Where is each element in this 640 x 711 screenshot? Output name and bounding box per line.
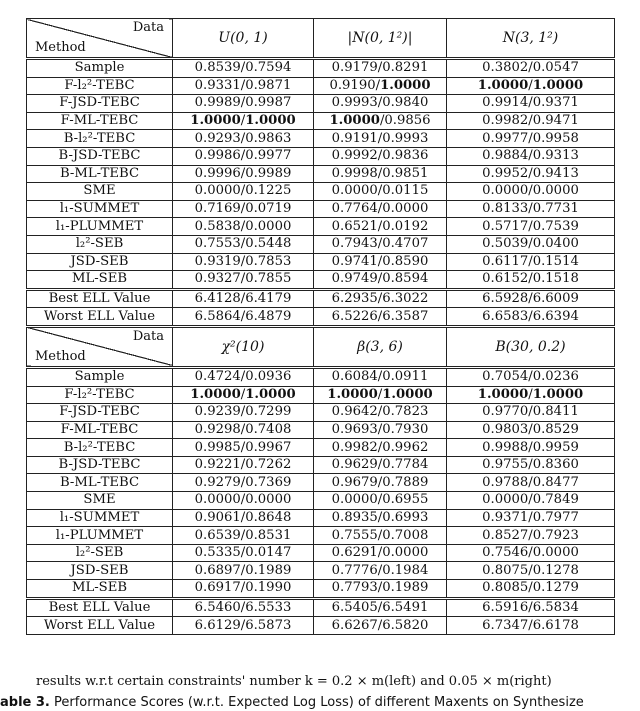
table-row — [27, 527, 615, 545]
method-cell: Sample — [27, 59, 173, 78]
score-cell: 0.7546/0.0000 — [447, 544, 615, 562]
score-cell: 0.9319/0.7853 — [173, 253, 314, 271]
table-row — [27, 147, 615, 165]
table-caption — [0, 695, 584, 710]
method-cell: ML-SEB — [27, 271, 173, 290]
score-cell: 6.5864/6.4879 — [173, 308, 314, 327]
table-row — [27, 271, 615, 290]
table-row — [27, 421, 615, 439]
score-cell: 0.6539/0.8531 — [173, 527, 314, 545]
method-cell: F-ML-TEBC — [27, 112, 173, 130]
score-cell: 0.7776/0.1984 — [314, 562, 447, 580]
score-cell: 6.5928/6.6009 — [447, 289, 615, 308]
score-cell: 0.9952/0.9413 — [447, 165, 615, 183]
method-cell: ML-SEB — [27, 580, 173, 599]
method-cell: Worst ELL Value — [27, 617, 173, 635]
score-cell: 0.4724/0.0936 — [173, 367, 314, 386]
table-row — [27, 404, 615, 422]
table-row — [27, 617, 615, 635]
score-cell: 0.9629/0.7784 — [314, 456, 447, 474]
score-cell: 0.5335/0.0147 — [173, 544, 314, 562]
table-row — [27, 130, 615, 148]
score-cell: 0.9996/0.9989 — [173, 165, 314, 183]
score-cell: 0.5717/0.7539 — [447, 218, 615, 236]
score-cell: 6.6267/6.5820 — [314, 617, 447, 635]
table-row — [27, 183, 615, 201]
score-cell: 1.0000/1.0000 — [173, 386, 314, 404]
score-cell: 0.8935/0.6993 — [314, 509, 447, 527]
method-cell: Best ELL Value — [27, 598, 173, 617]
score-cell: 0.6917/0.1990 — [173, 580, 314, 599]
score-cell: 0.9986/0.9977 — [173, 147, 314, 165]
score-cell: 0.9371/0.7977 — [447, 509, 615, 527]
score-cell: 0.9679/0.7889 — [314, 474, 447, 492]
method-cell: B-l₂²-TEBC — [27, 130, 173, 148]
score-cell: 0.9914/0.9371 — [447, 95, 615, 113]
method-cell: l₁-SUMMET — [27, 200, 173, 218]
score-cell: 0.9788/0.8477 — [447, 474, 615, 492]
score-cell: 0.0000/0.1225 — [173, 183, 314, 201]
score-cell: 1.0000/0.9856 — [314, 112, 447, 130]
score-cell: 0.8075/0.1278 — [447, 562, 615, 580]
score-cell: 0.9179/0.8291 — [314, 59, 447, 78]
corner-method-label: Method — [35, 40, 86, 55]
score-cell: 0.9642/0.7823 — [314, 404, 447, 422]
column-header: χ²(10) — [173, 326, 314, 367]
score-cell: 0.6152/0.1518 — [447, 271, 615, 290]
method-cell: B-ML-TEBC — [27, 474, 173, 492]
score-cell: 6.6129/6.5873 — [173, 617, 314, 635]
score-cell: 0.9221/0.7262 — [173, 456, 314, 474]
method-cell: F-l₂²-TEBC — [27, 386, 173, 404]
method-cell: SME — [27, 492, 173, 510]
table-row — [27, 598, 615, 617]
score-cell: 0.9982/0.9471 — [447, 112, 615, 130]
table-row — [27, 544, 615, 562]
score-cell: 0.7943/0.4707 — [314, 235, 447, 253]
score-cell: 0.9741/0.8590 — [314, 253, 447, 271]
table-row — [27, 580, 615, 599]
table-row — [27, 439, 615, 457]
table-row — [27, 289, 615, 308]
corner-cell — [27, 19, 173, 59]
score-cell: 0.0000/0.0115 — [314, 183, 447, 201]
method-cell: Sample — [27, 367, 173, 386]
table-row — [27, 200, 615, 218]
method-cell: l₂²-SEB — [27, 544, 173, 562]
table-row — [27, 474, 615, 492]
method-cell: l₂²-SEB — [27, 235, 173, 253]
caption-label: able 3. — [0, 695, 50, 710]
score-cell: 0.9998/0.9851 — [314, 165, 447, 183]
corner-data-label: Data — [132, 328, 164, 344]
score-cell: 0.6897/0.1989 — [173, 562, 314, 580]
method-cell: JSD-SEB — [27, 562, 173, 580]
results-table — [26, 18, 615, 635]
score-cell: 0.6117/0.1514 — [447, 253, 615, 271]
score-cell: 0.9061/0.8648 — [173, 509, 314, 527]
score-cell: 0.8527/0.7923 — [447, 527, 615, 545]
score-cell: 6.5405/6.5491 — [314, 598, 447, 617]
method-cell: SME — [27, 183, 173, 201]
corner-data-label: Data — [132, 20, 164, 35]
method-cell: JSD-SEB — [27, 253, 173, 271]
score-cell: 0.9298/0.7408 — [173, 421, 314, 439]
score-cell: 0.3802/0.0547 — [447, 59, 615, 78]
score-cell: 0.7555/0.7008 — [314, 527, 447, 545]
table-row — [27, 253, 615, 271]
table-row — [27, 235, 615, 253]
table-row — [27, 367, 615, 386]
score-cell: 6.2935/6.3022 — [314, 289, 447, 308]
score-cell: 0.9992/0.9836 — [314, 147, 447, 165]
table-row — [27, 165, 615, 183]
column-header: B(30, 0.2) — [447, 326, 615, 367]
score-cell: 6.4128/6.4179 — [173, 289, 314, 308]
caption-text: Performance Scores (w.r.t. Expected Log Loss) of different Maxents on Synthesize — [54, 695, 584, 710]
header-row — [27, 19, 615, 59]
score-cell: 6.7347/6.6178 — [447, 617, 615, 635]
score-cell: 0.7553/0.5448 — [173, 235, 314, 253]
score-cell: 0.8539/0.7594 — [173, 59, 314, 78]
score-cell: 0.9191/0.9993 — [314, 130, 447, 148]
score-cell: 0.5838/0.0000 — [173, 218, 314, 236]
score-cell: 1.0000/1.0000 — [447, 386, 615, 404]
score-cell: 0.9693/0.7930 — [314, 421, 447, 439]
score-cell: 0.0000/0.6955 — [314, 492, 447, 510]
score-cell: 0.9982/0.9962 — [314, 439, 447, 457]
score-cell: 0.7793/0.1989 — [314, 580, 447, 599]
column-header: N(3, 1²) — [447, 19, 615, 59]
score-cell: 0.9985/0.9967 — [173, 439, 314, 457]
score-cell: 0.9755/0.8360 — [447, 456, 615, 474]
method-cell: l₁-SUMMET — [27, 509, 173, 527]
score-cell: 0.0000/0.0000 — [173, 492, 314, 510]
method-cell: B-JSD-TEBC — [27, 456, 173, 474]
score-cell: 0.5039/0.0400 — [447, 235, 615, 253]
method-cell: B-ML-TEBC — [27, 165, 173, 183]
score-cell: 0.9977/0.9958 — [447, 130, 615, 148]
header-row — [27, 326, 615, 367]
score-cell: 6.5226/6.3587 — [314, 308, 447, 327]
table-row — [27, 456, 615, 474]
table-row — [27, 562, 615, 580]
method-cell: B-l₂²-TEBC — [27, 439, 173, 457]
table-row — [27, 386, 615, 404]
score-cell: 0.9190/1.0000 — [314, 77, 447, 95]
table-row — [27, 95, 615, 113]
score-cell: 0.9749/0.8594 — [314, 271, 447, 290]
score-cell: 0.9239/0.7299 — [173, 404, 314, 422]
score-cell: 1.0000/1.0000 — [173, 112, 314, 130]
method-cell: B-JSD-TEBC — [27, 147, 173, 165]
method-cell: F-JSD-TEBC — [27, 404, 173, 422]
method-cell: Best ELL Value — [27, 289, 173, 308]
method-cell: F-JSD-TEBC — [27, 95, 173, 113]
column-header: U(0, 1) — [173, 19, 314, 59]
method-cell: F-ML-TEBC — [27, 421, 173, 439]
table-row — [27, 218, 615, 236]
score-cell: 0.7764/0.0000 — [314, 200, 447, 218]
score-cell: 0.0000/0.0000 — [447, 183, 615, 201]
table-row — [27, 308, 615, 327]
score-cell: 0.6291/0.0000 — [314, 544, 447, 562]
table-row — [27, 492, 615, 510]
score-cell: 0.0000/0.7849 — [447, 492, 615, 510]
score-cell: 0.9331/0.9871 — [173, 77, 314, 95]
score-cell: 0.9293/0.9863 — [173, 130, 314, 148]
score-cell: 0.6084/0.0911 — [314, 367, 447, 386]
method-cell: Worst ELL Value — [27, 308, 173, 327]
score-cell: 1.0000/1.0000 — [447, 77, 615, 95]
score-cell: 6.6583/6.6394 — [447, 308, 615, 327]
table-row — [27, 112, 615, 130]
corner-method-label: Method — [35, 348, 86, 364]
method-cell: F-l₂²-TEBC — [27, 77, 173, 95]
column-header: |N(0, 1²)| — [314, 19, 447, 59]
score-cell: 0.9989/0.9987 — [173, 95, 314, 113]
score-cell: 1.0000/1.0000 — [314, 386, 447, 404]
score-cell: 0.6521/0.0192 — [314, 218, 447, 236]
score-cell: 0.8085/0.1279 — [447, 580, 615, 599]
score-cell: 0.7054/0.0236 — [447, 367, 615, 386]
score-cell: 0.8133/0.7731 — [447, 200, 615, 218]
score-cell: 0.9327/0.7855 — [173, 271, 314, 290]
score-cell: 6.5916/6.5834 — [447, 598, 615, 617]
table-row — [27, 509, 615, 527]
score-cell: 0.9279/0.7369 — [173, 474, 314, 492]
score-cell: 0.9884/0.9313 — [447, 147, 615, 165]
table-row — [27, 59, 615, 78]
score-cell: 0.9803/0.8529 — [447, 421, 615, 439]
score-cell: 6.5460/6.5533 — [173, 598, 314, 617]
score-cell: 0.9770/0.8411 — [447, 404, 615, 422]
table-footnote: results w.r.t certain constraints' number k = 0.2 × m(left) and 0.05 × m(right) — [36, 674, 552, 689]
score-cell: 0.9988/0.9959 — [447, 439, 615, 457]
score-cell: 0.9993/0.9840 — [314, 95, 447, 113]
column-header: β(3, 6) — [314, 326, 447, 367]
method-cell: l₁-PLUMMET — [27, 218, 173, 236]
method-cell: l₁-PLUMMET — [27, 527, 173, 545]
score-cell: 0.7169/0.0719 — [173, 200, 314, 218]
table-row — [27, 77, 615, 95]
corner-cell — [27, 326, 173, 367]
